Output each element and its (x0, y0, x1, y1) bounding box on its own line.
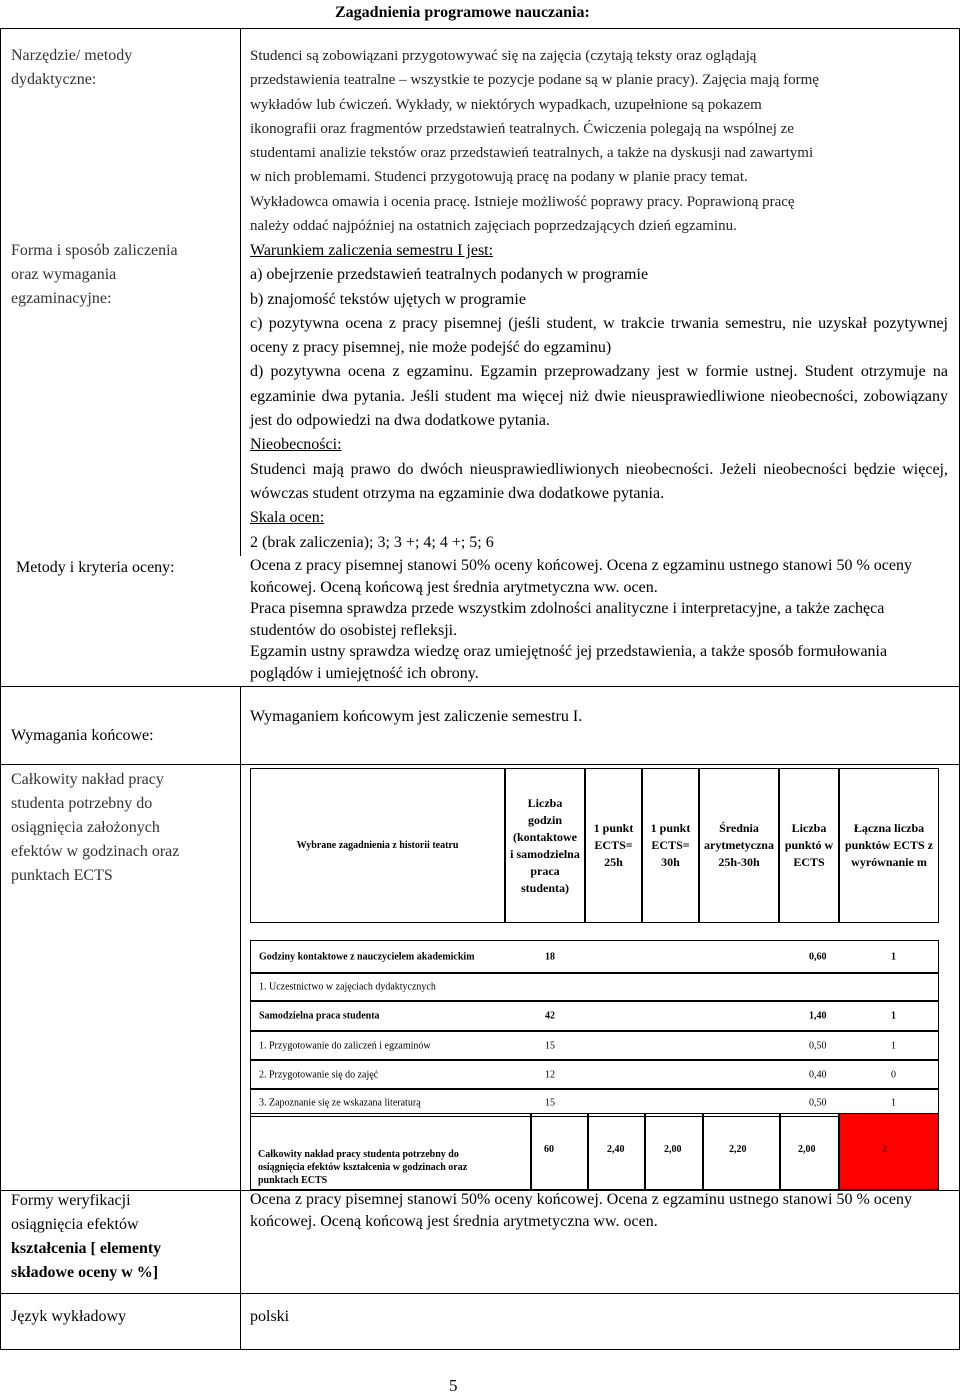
table-row: 2. Przygotowanie się do zajęć 12 0,40 0 (250, 1060, 939, 1089)
table-row: 1. Przygotowanie do zaliczeń i egzaminów 15 0,50 1 (250, 1031, 939, 1060)
table-row: Godziny kontaktowe z nauczycielem akademickim 18 0,60 1 (250, 940, 939, 973)
ects-header-avg: Średnia arytmetyczna 25h-30h (699, 768, 779, 923)
ects-header-total: Łączna liczba punktów ECTS z wyrównanie m (839, 768, 939, 923)
final-label: Wymagania końcowe: (11, 727, 154, 744)
page-title: Zagadnienia programowe nauczania: (335, 4, 590, 21)
ects-summary-row: Całkowity nakład pracy studenta potrzebny do osiągnięcia efektów kształcenia w godzinach oraz punktach ECTS 60 2,40 2,00 2,20 2,00 2 (250, 1113, 939, 1190)
ects-header-topic: Wybrane zagadnienia z historii teatru (250, 768, 505, 923)
table-row: Samodzielna praca studenta 42 1,40 1 (250, 1001, 939, 1031)
tools-label: Narzędzie/ metody dydaktyczne: (11, 47, 133, 88)
table-row: 3. Zapoznanie się ze wskazana literaturą 15 0,50 1 (250, 1089, 939, 1117)
ects-header-30h: 1 punkt ECTS= 30h (642, 768, 699, 923)
tools-text: Studenci są zobowiązani przygotowywać się na zajęcia (czytają teksty oraz oglądają przedstawienia teatralne – wszystkie te pozycje podane są w planie pracy). Zajęcia mają formę wykładów lub ćwiczeń. Wykłady, w niektórych wypadkach, uzupełnione są pokazem ikonografii oraz fragmentów przedstawień teatralnych. Ćwiczenia polegają na wspólnej ze studentami analizie tekstów oraz przedstawień teatralnych, a także na dyskusji nad zawartymi w nich problemami. Studenci przygotowują pracę na podany w planie pracy temat. Wykładowca omawia i ocenia pracę. Istnieje możliwość poprawy pracy. Poprawioną pracę należy oddać najpóźniej na ostatnich zajęciach poprzedzających dzień egzaminu. (250, 48, 819, 235)
final-text: Wymaganiem końcowym jest zaliczenie semestru I. (250, 708, 583, 725)
ects-header-points: Liczba punktó w ECTS (779, 768, 839, 923)
form-text: Warunkiem zaliczenia semestru I jest: a) obejrzenie przedstawień teatralnych podanych w programie b) znajomość tekstów ujętych w programie c) pozytywna ocena z pracy pisemnej (jeśli student, w trakcie trwania semestru, nie uzyskał pozytywnej oceny z pracy pisemnej, nie może podejść do egzaminu) d) pozytywna ocena z egzaminu. Egzamin przeprowadzany jest w formie ustnej. Student otrzymuje na egzaminie dwa pytania. Jeśli student ma więcej niż dwie nieusprawiedliwione nieobecności, zobowiązany jest do odpowiedzi na dwa dodatkowe pytania. Nieobecności: Studenci mają prawo do dwóch nieusprawiedliwionych nieobecności. Jeżeli nieobecności będzie więcej, wówczas student otrzyma na egzaminie dwa dodatkowe pytania. Skala ocen: 2 (brak zaliczenia); 3; 3 +; 4; 4 +; 5; 6 (250, 242, 948, 551)
verification-label: Formy weryfikacji osiągnięcia efektów kształcenia [ elementy składowe oceny w %] (11, 1192, 162, 1281)
workload-label: Całkowity nakład pracy studenta potrzebny do osiągnięcia założonych efektów w godzinach oraz punktach ECTS (11, 771, 180, 884)
table-row: 1. Uczestnictwo w zajęciach dydaktycznych (250, 973, 939, 1001)
language-label: Język wykładowy (11, 1308, 127, 1325)
ects-total-highlight: 2 (839, 1113, 939, 1190)
language-value: polski (250, 1308, 290, 1325)
form-label: Forma i sposób zaliczenia oraz wymagania egzaminacyjne: (11, 242, 178, 307)
methods-text: Ocena z pracy pisemnej stanowi 50% oceny końcowej. Ocena z egzaminu ustnego stanowi 50 % oceny końcowej. Oceną końcową jest średnia arytmetyczna ww. ocen. Praca pisemna sprawdza przede wszystkim zdolności analityczne i interpretacyjne, a także zachęca studentów do osobistej refleksji. Egzamin ustny sprawdza wiedzę oraz umiejętność jej przedstawienia, a także sposób formułowania poglądów i umiejętność ich obrony. (250, 557, 912, 682)
methods-label: Metody i kryteria oceny: (16, 559, 175, 576)
ects-header (250, 768, 939, 923)
page-number: 5 (449, 1376, 458, 1395)
ects-header-hours: Liczba godzin (kontaktowe i samodzielna praca studenta) (505, 768, 585, 923)
ects-header-25h: 1 punkt ECTS= 25h (585, 768, 642, 923)
verification-text: Ocena z pracy pisemnej stanowi 50% oceny końcowej. Ocena z egzaminu ustnego stanowi 50 % oceny końcowej. Oceną końcową jest średnia arytmetyczna ww. ocen. (250, 1191, 912, 1230)
